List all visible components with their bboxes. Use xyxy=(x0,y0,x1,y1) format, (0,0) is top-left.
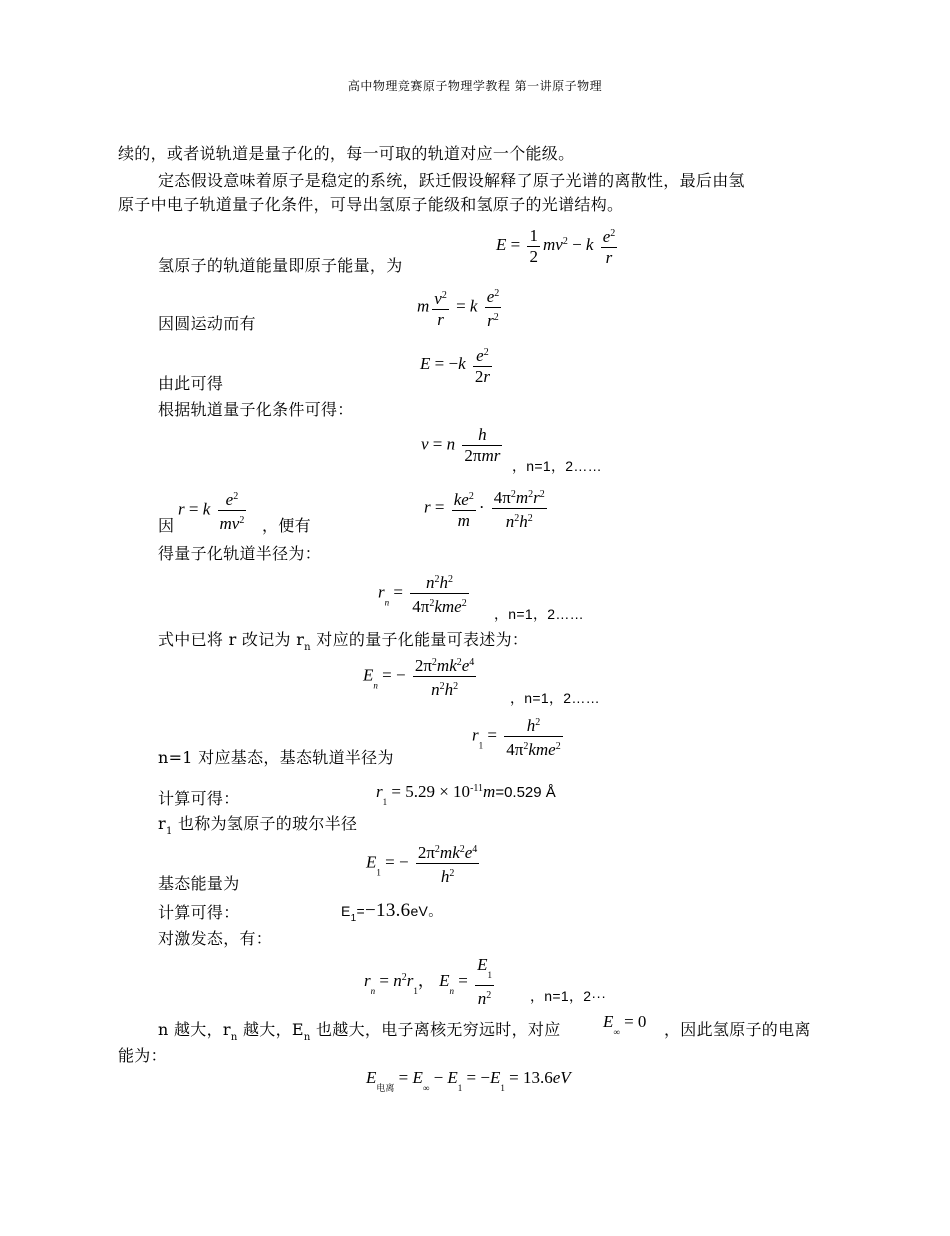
paragraph-line: 计算可得： xyxy=(158,789,240,808)
paragraph-line: ，便有 xyxy=(262,516,311,535)
n-range-note: ，n=1，2…… xyxy=(494,606,584,622)
n-range-note: ，n=1，2··· xyxy=(530,988,607,1004)
text-span: eV。 xyxy=(410,903,443,919)
paragraph-line: ，因此氢原子的电离 xyxy=(664,1020,811,1039)
paragraph-line: 根据轨道量子化条件可得： xyxy=(158,400,354,419)
paragraph-line: 得量子化轨道半径为： xyxy=(158,544,322,563)
subscript: n xyxy=(304,642,311,653)
equation-circular-motion: m $\frac{v^2}{r}$ = k $\frac{e^2}{r^2}$ xyxy=(417,284,504,331)
ionization-value: = 13.6 xyxy=(509,1068,553,1087)
ionization-subscript: 电离 xyxy=(376,1083,395,1093)
text-span: 也越大，电子离核无穷远时，对应 xyxy=(310,1020,561,1039)
equation-quantized-radius: $r_n$ = $\frac{n^2h^2}{4\pi^2kme^2}$ xyxy=(378,570,472,617)
paragraph-line: 因圆运动而有 xyxy=(158,314,256,333)
equation-radius-k: r = k $\frac{e^2}{mv^2}$ xyxy=(178,487,249,534)
equation-ground-energy: $E_1$ = − $\frac{2\pi^2mk^2e^4}{h^2}$ xyxy=(366,840,482,887)
paragraph-line: 由此可得 xyxy=(158,374,224,393)
equation-quantized-energy: $E_n$ = − $\frac{2\pi^2mk^2e^4}{n^2h^2}$ xyxy=(363,653,479,700)
paragraph-line xyxy=(158,814,357,842)
equation-radius-substituted: r = $\frac{ke^2}{m}$ · $\frac{4\pi^2m^2r^2}{n^2h^2}$ xyxy=(424,485,550,532)
text-span: 也称为氢原子的玻尔半径 xyxy=(172,814,358,833)
paragraph-line: 原子中电子轨道量子化条件，可导出氢原子能级和氢原子的光谱结构。 xyxy=(118,195,624,214)
paragraph-line: 基态能量为 xyxy=(158,874,240,893)
equation-velocity: v = n $\frac{h}{\text{2πmr}}$ xyxy=(421,425,501,465)
text-span: 式中已将 r 改记为 r xyxy=(158,630,305,649)
text-span: n 越大，r xyxy=(158,1020,231,1039)
equation-bohr-radius-value: $r_1 = 5.29 \times 10^{-11}m=0.529$ Å xyxy=(376,782,556,807)
text-span: 对应的量子化能量可表述为： xyxy=(310,630,529,649)
r1-value: = 5.29 × 10 xyxy=(391,782,471,801)
text-span: = xyxy=(356,903,365,919)
n-range-note: ，n=1，2…… xyxy=(510,690,600,706)
equation-bohr-radius: $r_1$ = $\frac{h^2}{4\pi^2kme^2}$ xyxy=(472,713,566,760)
text-span: r xyxy=(158,814,166,833)
equation-ionization-energy: $E_{电离} = E_\infty - E_1 = -E_1 = 13.6eV$ xyxy=(366,1068,571,1093)
equation-energy: E = $\frac{1}{2}$ $mv^2 - k$ $\frac{e^2}{r}$ xyxy=(496,225,616,267)
equation-e-infinity: $E_\infty = 0$ xyxy=(603,1012,647,1037)
subscript: 1 xyxy=(165,826,173,837)
subscript: 1 xyxy=(350,913,357,924)
ground-energy-number: −13.6 xyxy=(365,900,411,921)
paragraph-line xyxy=(158,1020,561,1048)
paragraph-line: 续的，或者说轨道是量子化的，每一可取的轨道对应一个能级。 xyxy=(118,144,575,163)
e-infinity-value: = 0 xyxy=(624,1012,647,1031)
r1-unit: m xyxy=(483,782,496,801)
subscript: n xyxy=(230,1032,238,1043)
ground-energy-value xyxy=(341,901,443,929)
paragraph-line: 因 xyxy=(158,516,175,535)
subscript: n xyxy=(303,1032,311,1043)
paragraph-line: 对激发态，有： xyxy=(158,929,273,948)
r1-exponent: -11 xyxy=(470,783,484,794)
text-span: 越大，E xyxy=(237,1020,304,1039)
paragraph-line: 能为： xyxy=(118,1046,167,1065)
equation-excited-states: $r_n = n^2r_1$， $E_n$ = $\frac{E_1}{n^2}$ xyxy=(364,955,492,1008)
r1-angstrom: =0.529 Å xyxy=(495,784,556,801)
text-span: E xyxy=(341,903,351,919)
paragraph-line: n=1 对应基态，基态轨道半径为 xyxy=(158,748,394,767)
page-header: 高中物理竞赛原子物理学教程 第一讲原子物理 xyxy=(347,79,603,93)
paragraph-line: 氢原子的轨道能量即原子能量，为 xyxy=(158,256,403,275)
paragraph-line: 计算可得： xyxy=(158,903,240,922)
paragraph-line: 定态假设意味着原子是稳定的系统，跃迁假设解释了原子光谱的离散性，最后由氢 xyxy=(158,171,745,190)
n-range-note: ，n=1，2…… xyxy=(512,458,602,474)
equation-energy-result: E = −k $\frac{e^2}{2r}$ xyxy=(420,343,495,387)
